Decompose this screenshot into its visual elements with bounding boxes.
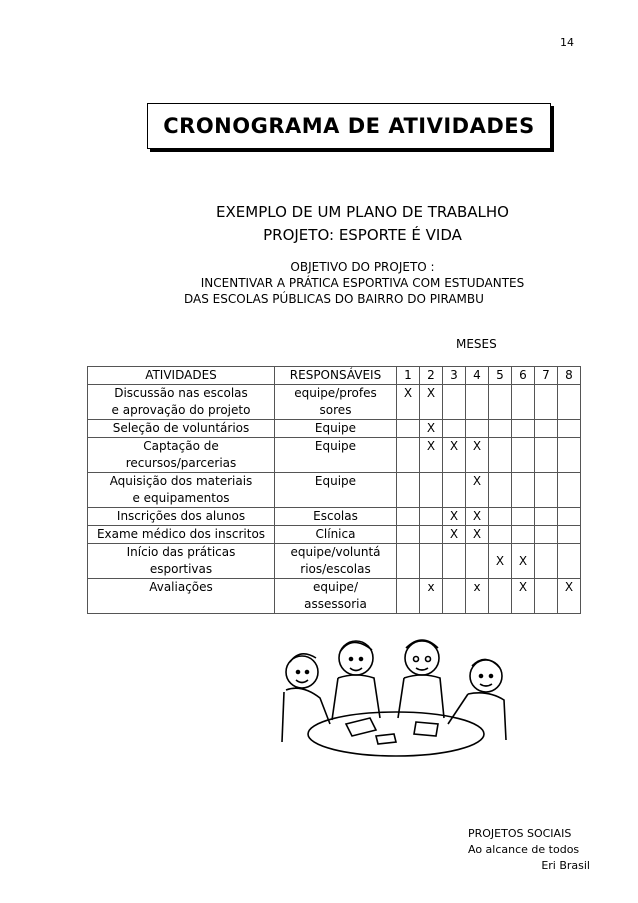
month-cell — [443, 473, 466, 508]
month-cell — [489, 508, 512, 526]
month-cell — [512, 420, 535, 438]
activity-cell — [88, 526, 275, 544]
schedule-table — [87, 366, 581, 614]
month-cell — [489, 526, 512, 544]
month-cell: X — [420, 420, 443, 438]
activity-text: Seleção de voluntários — [112, 421, 250, 435]
month-cell — [535, 544, 558, 579]
heading-line-2: PROJETO: ESPORTE É VIDA — [263, 226, 462, 244]
month-cell — [558, 438, 581, 473]
activity-text: Inscrições dos alunos — [116, 509, 246, 523]
month-cell — [558, 544, 581, 579]
responsible-text: Equipe — [314, 439, 357, 453]
month-cell — [397, 508, 420, 526]
responsible-text: rios/escolas — [300, 562, 371, 576]
month-cell — [512, 508, 535, 526]
header-month: 1 — [397, 367, 420, 385]
header-responsible: RESPONSÁVEIS — [275, 367, 397, 385]
responsible-text: Clínica — [315, 527, 356, 541]
month-cell — [558, 473, 581, 508]
month-cell — [558, 385, 581, 420]
month-cell: X — [420, 385, 443, 420]
activity-cell — [88, 544, 275, 579]
month-cell — [466, 544, 489, 579]
month-cell: X — [420, 438, 443, 473]
responsible-text: equipe/profes — [294, 386, 377, 400]
table-row — [88, 526, 581, 544]
month-cell — [512, 526, 535, 544]
activity-text: recursos/parcerias — [125, 456, 237, 470]
activity-text: e equipamentos — [132, 491, 230, 505]
activity-cell — [88, 508, 275, 526]
month-cell — [535, 526, 558, 544]
responsible-cell — [275, 420, 397, 438]
month-cell: X — [466, 526, 489, 544]
header-month: 6 — [512, 367, 535, 385]
month-cell — [420, 473, 443, 508]
month-cell: X — [397, 385, 420, 420]
month-cell — [397, 438, 420, 473]
responsible-text: Equipe — [314, 421, 357, 435]
header-month: 4 — [466, 367, 489, 385]
month-cell — [535, 579, 558, 614]
activity-cell — [88, 438, 275, 473]
activity-text: Discussão nas escolas — [114, 386, 248, 400]
activity-cell — [88, 579, 275, 614]
activity-text: e aprovação do projeto — [111, 403, 251, 417]
month-cell — [489, 420, 512, 438]
footer — [468, 826, 590, 874]
table-row — [88, 473, 581, 508]
header-month: 2 — [420, 367, 443, 385]
responsible-cell — [275, 385, 397, 420]
month-cell — [512, 385, 535, 420]
table-row — [88, 544, 581, 579]
activity-text: Captação de — [143, 439, 219, 453]
month-cell: X — [512, 544, 535, 579]
month-cell — [512, 473, 535, 508]
table-row — [88, 579, 581, 614]
responsible-cell — [275, 438, 397, 473]
table-row — [88, 420, 581, 438]
month-cell: X — [512, 579, 535, 614]
responsible-cell — [275, 526, 397, 544]
month-cell — [397, 420, 420, 438]
month-cell — [489, 473, 512, 508]
month-cell — [466, 385, 489, 420]
responsible-cell — [275, 508, 397, 526]
month-cell — [512, 438, 535, 473]
people-meeting-illustration — [276, 632, 516, 762]
activity-text: esportivas — [149, 562, 213, 576]
page-title: CRONOGRAMA DE ATIVIDADES — [147, 103, 551, 149]
footer-line-2: Ao alcance de todos — [468, 843, 580, 856]
responsible-text: Escolas — [313, 509, 358, 523]
table-row — [88, 438, 581, 473]
table-header-row — [88, 367, 581, 385]
responsible-text: equipe/voluntá — [290, 545, 381, 559]
responsible-cell — [275, 544, 397, 579]
month-cell: x — [466, 579, 489, 614]
responsible-text: assessoria — [304, 597, 367, 611]
month-cell: X — [466, 473, 489, 508]
activity-cell — [88, 473, 275, 508]
month-cell — [535, 473, 558, 508]
header-month: 5 — [489, 367, 512, 385]
month-cell — [397, 526, 420, 544]
activity-cell — [88, 420, 275, 438]
month-cell: X — [466, 508, 489, 526]
month-cell — [420, 508, 443, 526]
month-cell — [558, 526, 581, 544]
header-month: 3 — [443, 367, 466, 385]
responsible-cell — [275, 473, 397, 508]
month-cell: X — [489, 544, 512, 579]
month-cell: X — [466, 438, 489, 473]
month-cell: X — [443, 438, 466, 473]
month-cell — [558, 508, 581, 526]
activity-text: Avaliações — [149, 580, 213, 594]
objective-line-1: INCENTIVAR A PRÁTICA ESPORTIVA COM ESTUDANTES — [200, 276, 525, 290]
activity-text: Início das práticas — [126, 545, 236, 559]
footer-line-1: PROJETOS SOCIAIS — [468, 827, 572, 840]
month-cell: x — [420, 579, 443, 614]
month-cell: X — [558, 579, 581, 614]
month-cell — [535, 385, 558, 420]
month-cell — [397, 544, 420, 579]
responsible-text: Equipe — [314, 474, 357, 488]
month-cell — [443, 544, 466, 579]
month-cell: X — [443, 508, 466, 526]
header-month: 8 — [558, 367, 581, 385]
responsible-cell — [275, 579, 397, 614]
activity-text: Exame médico dos inscritos — [96, 527, 266, 541]
month-cell — [397, 579, 420, 614]
month-cell — [535, 508, 558, 526]
objective-line-2: DAS ESCOLAS PÚBLICAS DO BAIRRO DO PIRAMBU — [184, 292, 484, 306]
responsible-text: equipe/ — [313, 580, 358, 594]
objective-label: OBJETIVO DO PROJETO : — [290, 260, 435, 274]
month-cell — [397, 473, 420, 508]
months-label: MESES — [456, 337, 497, 351]
month-cell — [489, 438, 512, 473]
page-number: 14 — [560, 36, 574, 49]
month-cell — [489, 579, 512, 614]
heading-line-1: EXEMPLO DE UM PLANO DE TRABALHO — [216, 203, 509, 221]
table-row — [88, 385, 581, 420]
footer-line-3: Eri Brasil — [541, 859, 590, 872]
header-month: 7 — [535, 367, 558, 385]
month-cell — [420, 526, 443, 544]
month-cell — [535, 420, 558, 438]
month-cell — [558, 420, 581, 438]
activity-cell — [88, 385, 275, 420]
month-cell — [443, 385, 466, 420]
activity-text: Aquisição dos materiais — [109, 474, 253, 488]
header-activities: ATIVIDADES — [88, 367, 275, 385]
month-cell — [535, 438, 558, 473]
month-cell — [443, 579, 466, 614]
table-row — [88, 508, 581, 526]
responsible-text: sores — [319, 403, 352, 417]
month-cell — [466, 420, 489, 438]
month-cell — [489, 385, 512, 420]
month-cell — [420, 544, 443, 579]
month-cell — [443, 420, 466, 438]
month-cell: X — [443, 526, 466, 544]
